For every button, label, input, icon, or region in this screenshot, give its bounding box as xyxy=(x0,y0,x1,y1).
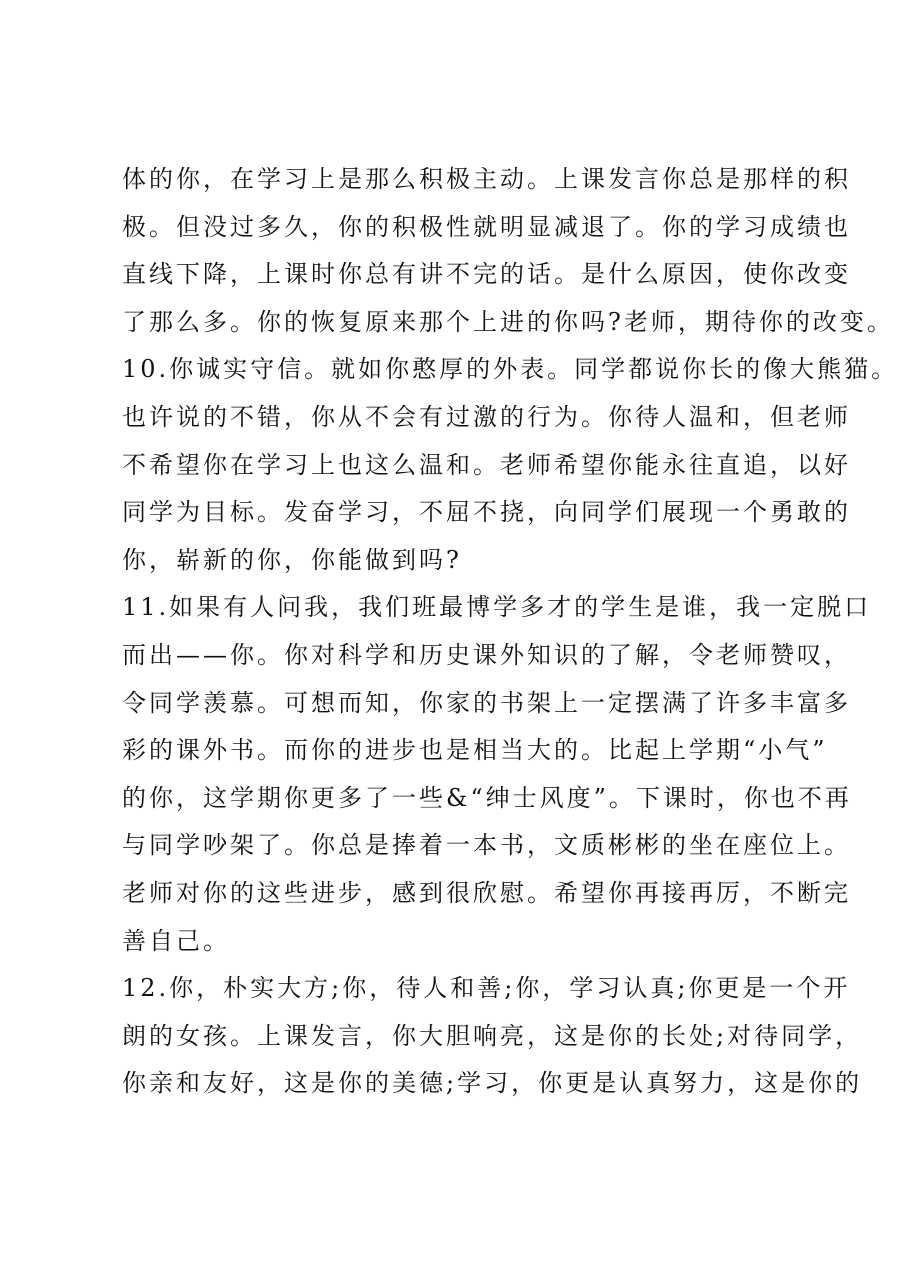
text-line: 12.你，朴实大方;你，待人和善;你，学习认真;你更是一个开 xyxy=(122,974,851,1003)
text-line: 也许说的不错，你从不会有过激的行为。你待人温和，但老师 xyxy=(122,402,851,431)
text-line: 令同学羡慕。可想而知，你家的书架上一定摆满了许多丰富多 xyxy=(122,688,851,717)
text-line: 老师对你的这些进步，感到很欣慰。希望你再接再厉，不断完 xyxy=(122,878,851,907)
text-line: 体的你，在学习上是那么积极主动。上课发言你总是那样的积 xyxy=(122,165,851,193)
text-line: 不希望你在学习上也这么温和。老师希望你能永往直追，以好 xyxy=(122,450,851,479)
text-line: 11.如果有人问我，我们班最博学多才的学生是谁，我一定脱口 xyxy=(122,593,872,622)
text-line: 同学为目标。发奋学习，不屈不挠，向同学们展现一个勇敢的 xyxy=(122,498,851,527)
text-line: 了那么多。你的恢复原来那个上进的你吗?老师，期待你的改变。 xyxy=(122,307,894,336)
comment-text-block xyxy=(122,156,899,1108)
text-line: 的你，这学期你更多了一些&“绅士风度”。下课时，你也不再 xyxy=(122,783,852,812)
text-line: 善自己。 xyxy=(122,926,230,955)
text-line: 极。但没过多久，你的积极性就明显减退了。你的学习成绩也 xyxy=(122,212,851,241)
text-line: 彩的课外书。而你的进步也是相当大的。比起上学期“小气” xyxy=(122,736,828,765)
text-line: 你，崭新的你，你能做到吗? xyxy=(122,545,462,574)
text-line: 直线下降，上课时你总有讲不完的话。是什么原因，使你改变 xyxy=(122,260,851,289)
text-line: 你亲和友好，这是你的美德;学习，你更是认真努力，这是你的 xyxy=(122,1069,863,1098)
text-line: 10.你诚实守信。就如你憨厚的外表。同学都说你长的像大熊猫。 xyxy=(122,355,899,384)
text-line: 与同学吵架了。你总是捧着一本书，文质彬彬的坐在座位上。 xyxy=(122,831,851,860)
text-line: 而出——你。你对科学和历史课外知识的了解，令老师赞叹， xyxy=(122,640,851,669)
text-line: 朗的女孩。上课发言，你大胆响亮，这是你的长处;对待同学， xyxy=(122,1021,863,1050)
